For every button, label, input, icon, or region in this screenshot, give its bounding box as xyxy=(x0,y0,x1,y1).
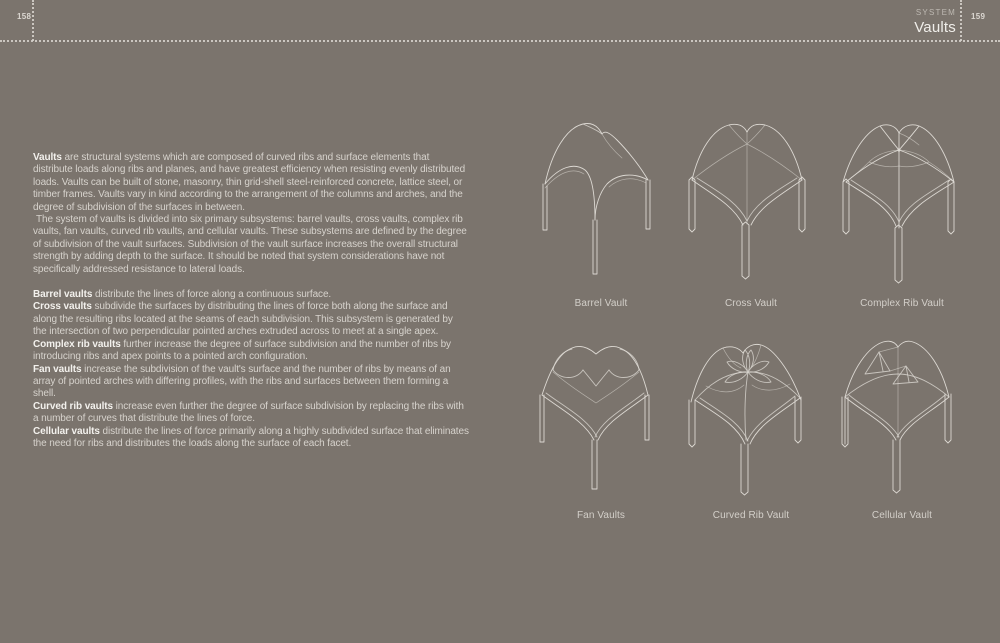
definition-term: Fan vaults xyxy=(33,363,82,375)
definition-cellular: Cellular vaults distribute the lines of force primarily along a highly subdivided surface that eliminates the need for ribs and distributes the loads along the surface of each facet. xyxy=(33,425,469,449)
complex-rib-vault-illustration xyxy=(827,110,977,295)
curved-rib-vault-illustration xyxy=(676,322,826,507)
chapter-header xyxy=(914,9,956,35)
figure-caption: Complex Rib Vault xyxy=(860,298,944,309)
figure-caption: Curved Rib Vault xyxy=(712,510,790,521)
definition-term: Curved rib vaults xyxy=(33,400,113,412)
barrel-vault-figure xyxy=(526,110,676,315)
cellular-vault-figure xyxy=(827,322,977,527)
header-dotted-rule xyxy=(0,40,1000,42)
intro-lead-term: Vaults xyxy=(33,152,62,163)
cross-vault-figure xyxy=(676,110,826,315)
figure-caption: Fan Vaults xyxy=(576,510,626,521)
barrel-vault-illustration xyxy=(526,110,676,295)
page-title: Vaults xyxy=(914,19,956,36)
intro-paragraph: Vaults are structural systems which are composed of curved ribs and surface elements that distribute loads along ribs and planes, and have greatest efficiency when resisting evenly distributed loads. Vaults can be built of stone, masonry, thin grid-shell steel-reinforced concrete, lattice steel, or timber frames. Vaults vary in kind according to the arrangement of the columns and arches, and the degree of subdivision of the surfaces in between. xyxy=(33,152,466,213)
fan-vaults-illustration xyxy=(526,322,676,507)
definition-term: Barrel vaults xyxy=(33,289,93,301)
definition-term: Complex rib vaults xyxy=(33,338,121,350)
definition-complex-rib: Complex rib vaults further increase the degree of surface subdivision and the number of ribs by introducing ribs and apex points to a pointed arch configuration. xyxy=(33,338,451,363)
complex-rib-vault-figure xyxy=(827,110,977,315)
cross-vault-illustration xyxy=(676,110,826,295)
definition-cross: Cross vaults subdivide the surfaces by distributing the lines of force both along the surface and along the resulting ribs located at the seams of each subdivision. This subsystem is generated by the intersection of two perpendicular pointed arches extruded across to meet at a single apex. xyxy=(33,301,453,338)
definition-barrel: Barrel vaults distribute the lines of force along a continuous surface. xyxy=(33,289,332,301)
left-page-number: 158 xyxy=(17,12,32,21)
definitions-block xyxy=(33,289,469,450)
definition-term: Cellular vaults xyxy=(33,425,100,437)
fan-vaults-figure xyxy=(526,322,676,527)
curved-rib-vault-figure xyxy=(676,322,826,527)
figure-caption: Cellular Vault xyxy=(871,510,933,521)
left-folio-dotted-rule xyxy=(32,0,34,41)
chapter-kicker: SYSTEM xyxy=(915,8,956,17)
article-text xyxy=(33,152,469,450)
definition-term: Cross vaults xyxy=(33,301,92,313)
subsystems-paragraph: The system of vaults is divided into six primary subsystems: barrel vaults, cross vaults, complex rib vaults, fan vaults, curved rib vaults, and cellular vaults. These subsystems are defined by the degree of subdivision of the vault surfaces. Subdivision of the vault surface increases the overall structural strength by adding depth to the surface. It should be noted that system considerations have not specifically addressed resistance to lateral loads. xyxy=(33,214,467,275)
definition-fan: Fan vaults increase the subdivision of the vault's surface and the number of ribs by means of an array of pointed arches with differing profiles, with the ribs and surfaces between them forming a shell. xyxy=(33,363,451,400)
figure-caption: Barrel Vault xyxy=(574,298,628,309)
definition-curved-rib: Curved rib vaults increase even further the degree of surface subdivision by replacing the ribs with a number of curves that distribute the lines of force. xyxy=(33,400,464,425)
cellular-vault-illustration xyxy=(827,322,977,507)
figure-caption: Cross Vault xyxy=(724,298,778,309)
right-page-number: 159 xyxy=(971,12,986,21)
right-folio-dotted-rule xyxy=(960,0,962,41)
